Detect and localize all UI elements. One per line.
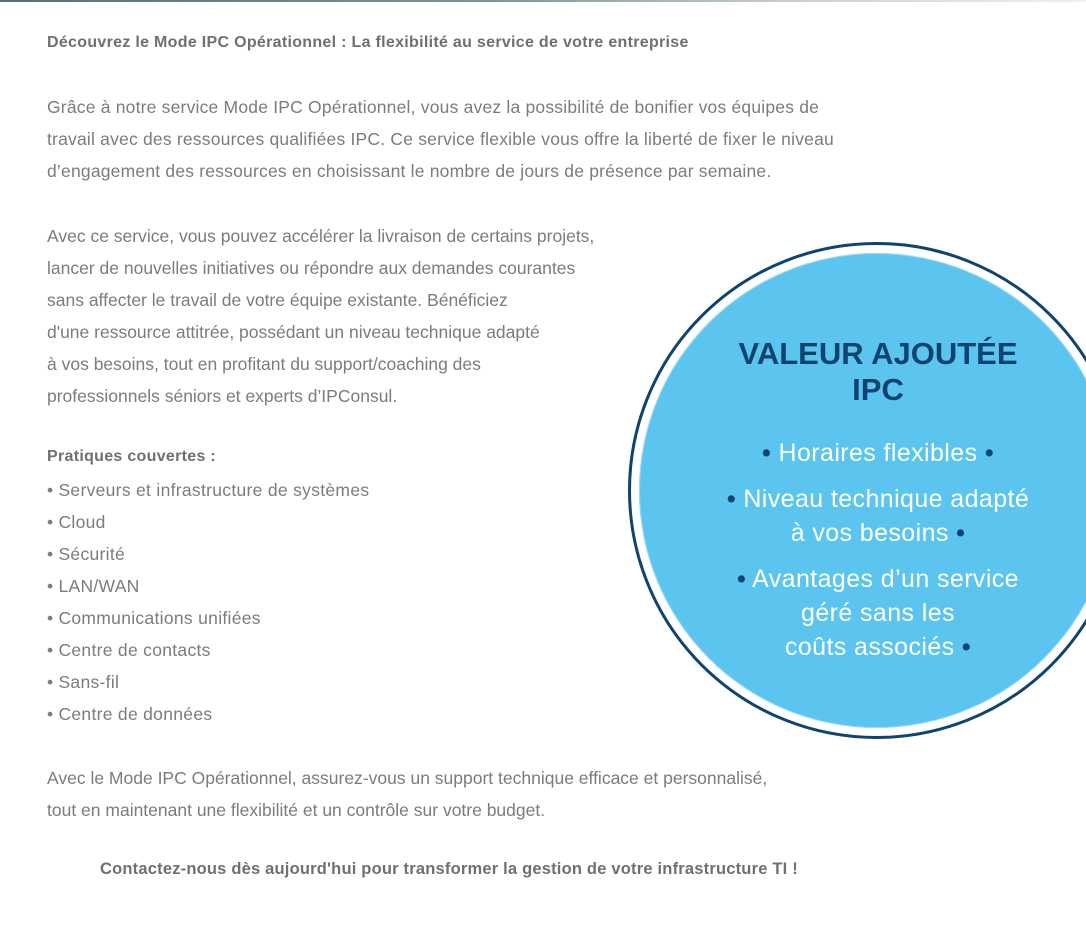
benefits-line: professionnels séniors et experts d’IPConsul. [47,386,398,406]
bullet-icon: • [47,576,54,596]
bullet-icon: • [47,640,54,660]
bullet-dot-icon: • [984,439,994,467]
practice-label: Sécurité [58,544,126,564]
intro-paragraph [47,91,834,187]
intro-line: travail avec des ressources qualifiées IPC. Ce service flexible vous offre la liberté de fixer le niveau [47,129,834,149]
practice-item [47,474,369,506]
benefits-line: sans affecter le travail de votre équipe existante. Bénéficiez [47,290,508,310]
practice-label: LAN/WAN [58,576,140,596]
benefits-line: lancer de nouvelles initiatives ou répondre aux demandes courantes [47,258,576,278]
bullet-dot-icon: • [762,439,772,467]
practice-item [47,538,369,570]
badge-item-text: Niveau technique adapté [743,485,1030,513]
benefits-line: à vos besoins, tout en profitant du support/coaching des [47,354,481,374]
closing-paragraph [47,762,767,826]
badge-title [628,336,1086,408]
practice-label: Cloud [58,512,106,532]
badge-item [628,562,1086,664]
badge-item [628,436,1086,470]
badge-item-text: géré sans les [801,599,955,627]
badge-item-text: Horaires flexibles [778,439,978,467]
benefits-paragraph [47,220,594,412]
practice-item [47,602,369,634]
practice-label: Centre de données [58,704,213,724]
badge-item-text: coûts associés [784,633,955,661]
practices-list [47,474,369,730]
bullet-icon: • [47,672,54,692]
practice-item [47,506,369,538]
bullet-icon: • [47,512,54,532]
bullet-dot-icon: • [956,519,966,547]
intro-line: d’engagement des ressources en choisissant le nombre de jours de présence par semaine. [47,161,772,181]
top-divider-bar [0,0,1086,2]
page-title: Découvrez le Mode IPC Opérationnel : La flexibilité au service de votre entreprise [47,34,689,51]
badge-item-text: à vos besoins [790,519,949,547]
bullet-dot-icon: • [961,633,972,661]
intro-line: Grâce à notre service Mode IPC Opérationnel, vous avez la possibilité de bonifier vos équipes de [47,97,820,117]
benefits-line: d'une ressource attitrée, possédant un niveau technique adapté [47,322,540,342]
bullet-icon: • [47,480,54,500]
practice-label: Communications unifiées [58,608,261,628]
practice-item [47,698,369,730]
badge-item [628,482,1086,550]
badge-title-line: VALEUR AJOUTÉE [738,336,1018,371]
benefits-line: Avec ce service, vous pouvez accélérer la livraison de certains projets, [47,226,595,246]
practices-heading: Pratiques couvertes : [47,448,217,465]
practice-label: Serveurs et infrastructure de systèmes [58,480,370,500]
bullet-icon: • [47,704,54,724]
bullet-dot-icon: • [726,485,736,513]
practice-item [47,634,369,666]
practice-label: Sans-fil [58,672,120,692]
call-to-action: Contactez-nous dès aujourd'hui pour transformer la gestion de votre infrastructure TI ! [100,860,798,878]
bullet-icon: • [47,608,54,628]
practice-item [47,570,369,602]
badge-title-line: IPC [852,372,904,407]
bullet-dot-icon: • [737,565,747,593]
closing-line: Avec le Mode IPC Opérationnel, assurez-vous un support technique efficace et personnalisé, [47,768,768,788]
bullet-icon: • [47,544,54,564]
badge-item-text: Avantages d’un service [752,565,1019,593]
closing-line: tout en maintenant une flexibilité et un contrôle sur votre budget. [47,800,546,820]
practice-item [47,666,369,698]
badge-benefits-list [628,436,1086,676]
practice-label: Centre de contacts [58,640,211,660]
